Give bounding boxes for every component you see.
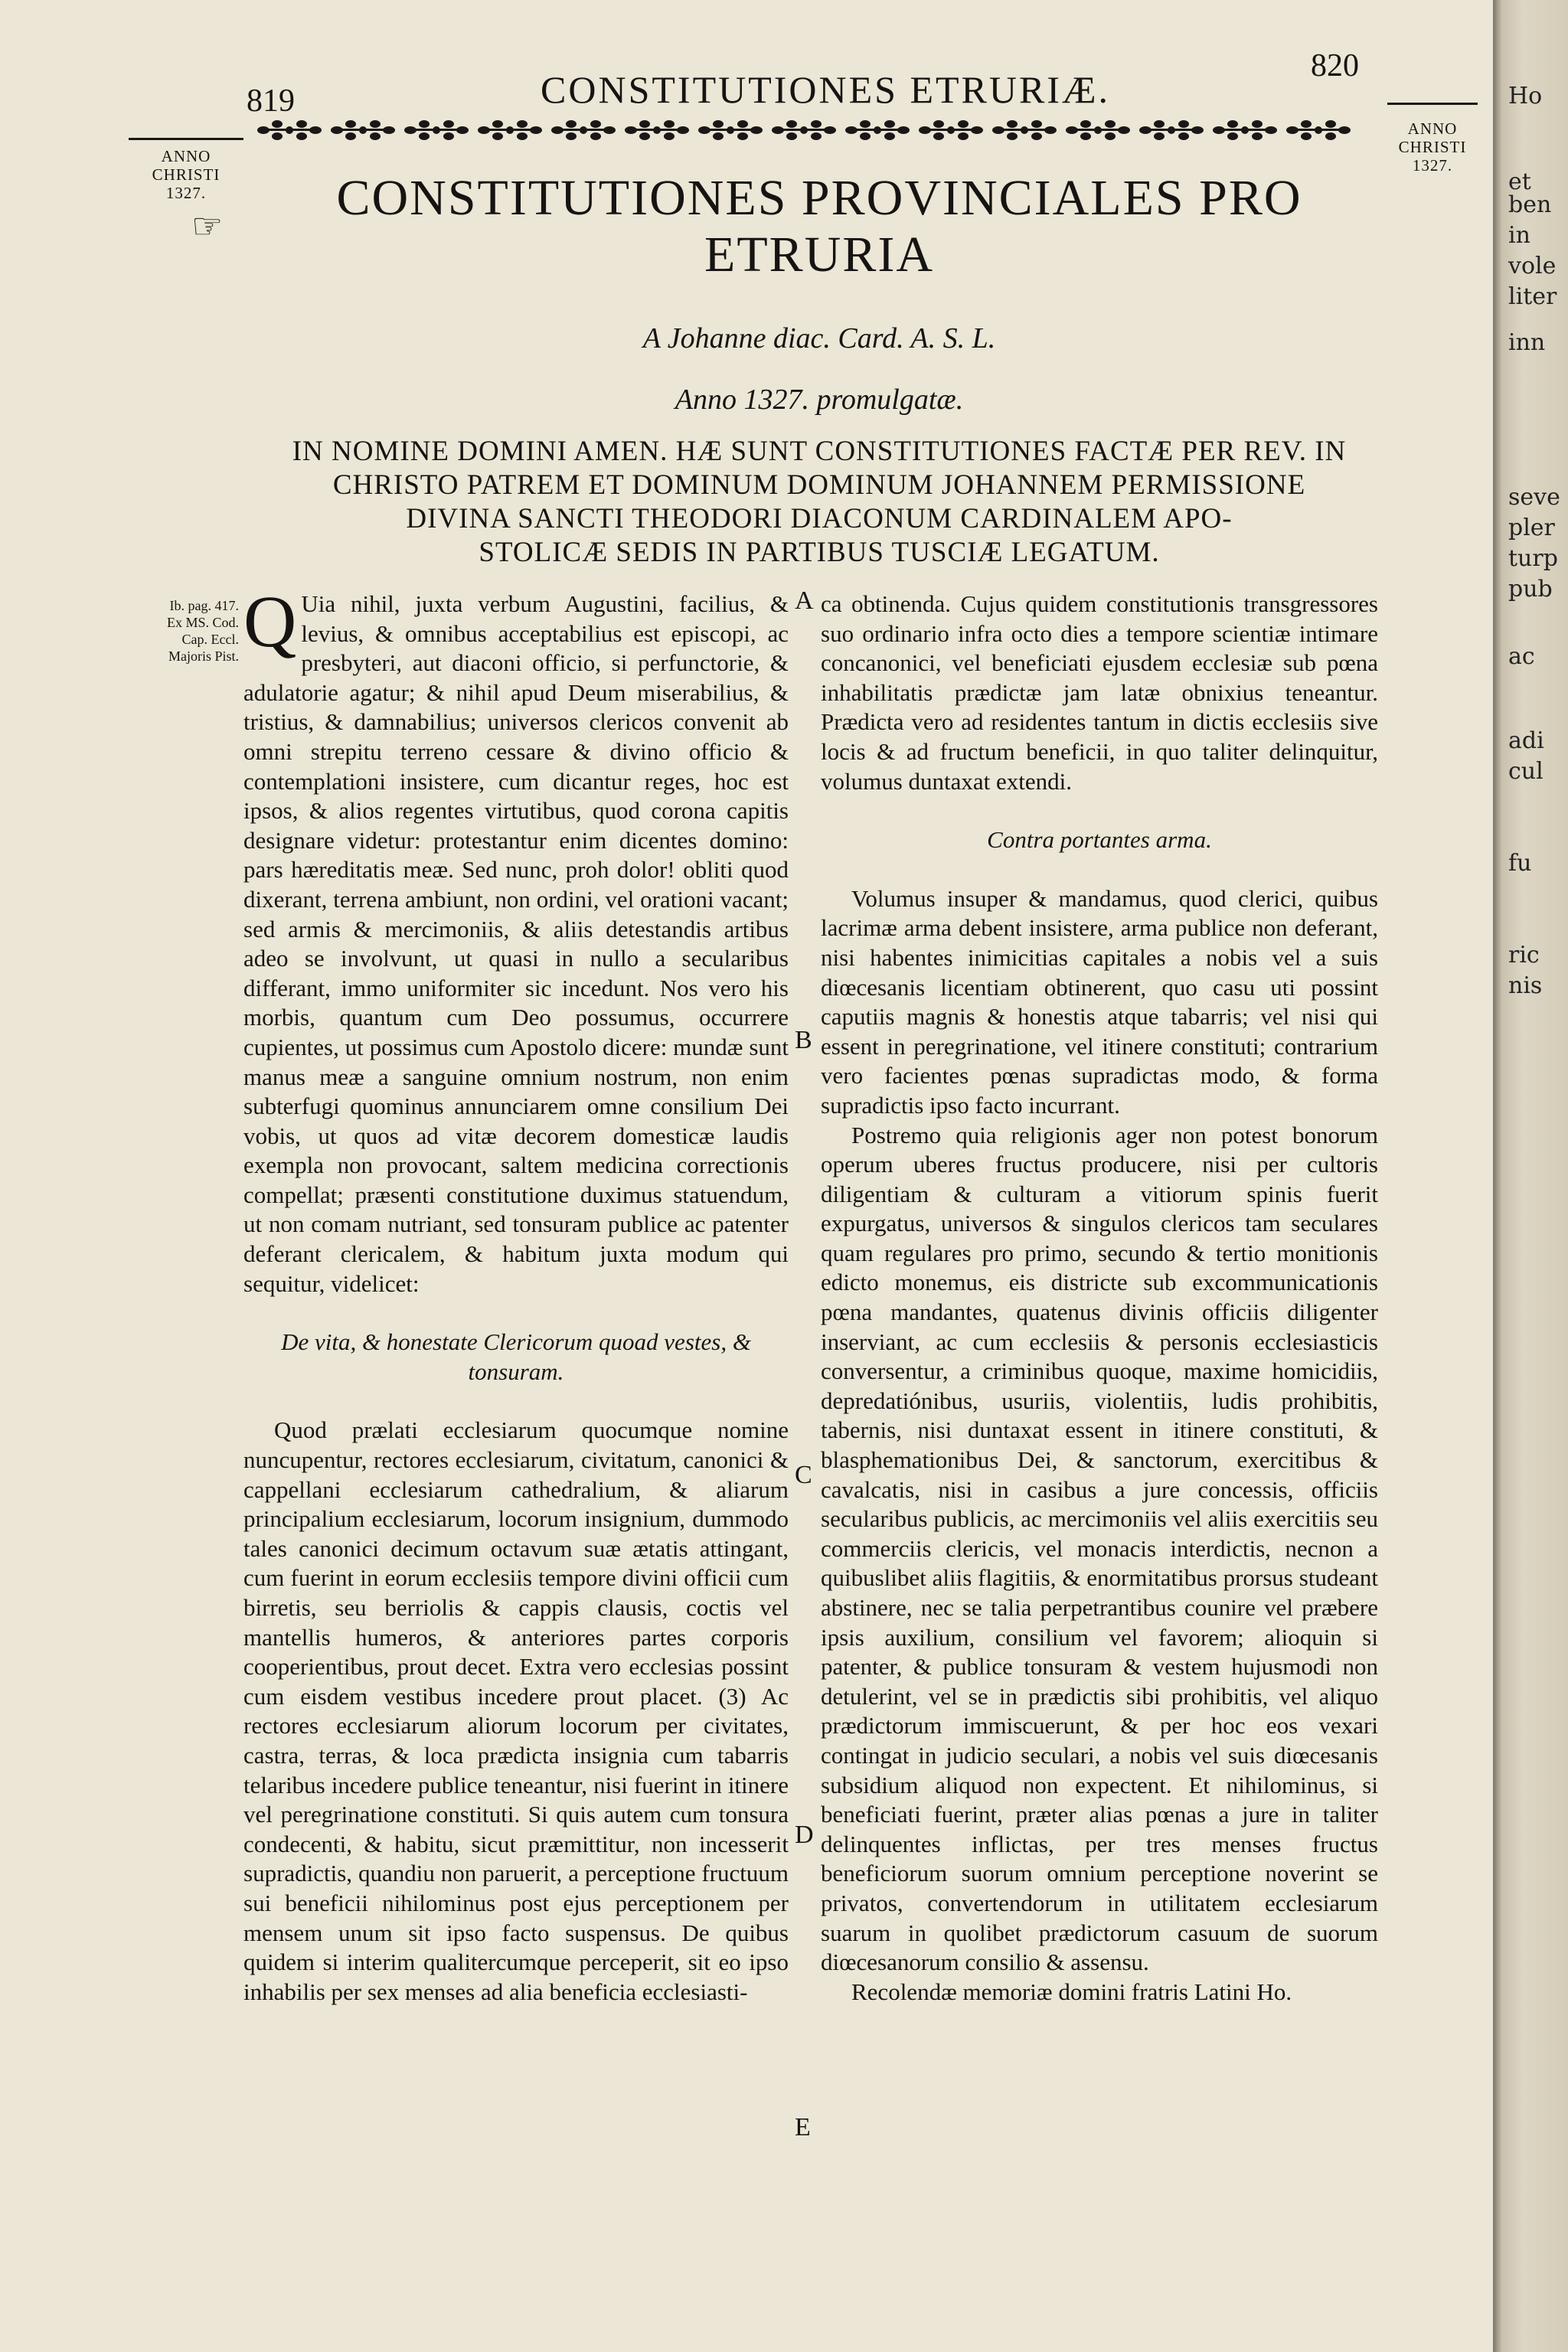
adjacent-page-fragment: pub (1508, 576, 1553, 603)
section-heading: Contra portantes arma. (987, 826, 1212, 854)
side-note-line: Ib. pag. 417. (169, 598, 239, 613)
adjacent-page-edge (1493, 0, 1568, 2352)
adjacent-page-fragment: cul (1508, 758, 1544, 785)
section-heading: De vita, & honestate Clericorum quoad vestes, & tonsuram. (281, 1328, 751, 1385)
paragraph-text: Uia nihil, juxta verbum Augustini, facilius, & levius, & omnibus acceptabilius est episcopi, ac presbyteri, aut diaconi officio, si perfunctorie, & adulatorie agatur; & nihil apud Deum miserabilius, & tristius, & damnabilius; universos clericos convenit ab omni strepitu terreno cessare & divino officio & contemplationi insistere, cum dicantur reges, hoc est ipsos, & alios regentes virtutibus, quod corona capitis designare videtur: protestantur enim dicentes domino: pars hæreditatis meæ. Sed nunc, proh dolor! obliti quod dixerant, terrena ambiunt, non ordini, vel orationi vacant; sed armis & mercimoniis, & aliis detestandis artibus adeo se involvunt, ut quasi in nullo a secularibus differant, immo uniformiter sic incedunt. Nos vero his morbis, quantum cum Deo possumus, occurrere cupientes, ut possimus cum Apostolo dicere: mundæ sunt manus meæ a sanguine omnium nostrum, non enim subterfugi quominus annunciarem omne consilium Dei vobis, ut quos ad vitæ decorem domesticæ laudis exempla non provocant, saltem medicina correctionis compellat; præsenti constitutione duximus statuendum, ut non comam nutriant, sed tonsuram publice ac patenter deferant clericalem, & habitum juxta modum qui sequitur, videlicet: (243, 590, 789, 1297)
margin-letter: D (795, 1821, 814, 1849)
side-note-line: Cap. Eccl. (181, 632, 239, 647)
year-note-line: ANNO (161, 147, 211, 165)
margin-letter: C (795, 1461, 812, 1489)
invocation (253, 435, 1386, 570)
year-note-line: CHRISTI (152, 165, 220, 184)
title-line: ETRURIA (704, 227, 934, 283)
adjacent-page-fragment: nis (1508, 972, 1543, 999)
year-note-left-rule (129, 138, 243, 140)
paragraph: Quod prælati ecclesiarum quocumque nomine nuncupentur, rectores ecclesiarum, civitatum, canonici & cappellani ecclesiarum cathedralium, & aliarum principalium ecclesiarum, locorum insignium, dummodo tales canonici decimum octavum suæ ætatis attingant, cum fuerint in eorum ecclesiis tempore divini officii cum birretis, seu berriolis & cappis clausis, coctis vel mantellis humeros, & anteriores partes corporis cooperientibus, prout decet. Extra vero ecclesias possint cum eisdem vestibus incedere prout placet. (3) Ac rectores ecclesiarum aliorum locorum per civitates, castra, terras, & loca prædicta insignia cum tabarris telaribus incedere publice teneantur, nisi fuerint in itinere vel peregrinatione constituti. Si quis autem cum tonsura condecenti, & habitu, sicut præmittitur, non incesserit supradictis, quandiu non paruerit, a perceptione fructuum sui beneficii nihilominus post ejus perceptionem per mensem unum sit ipso facto suspensus. De quibus quidem si interim qualitercumque perceperit, sit eo ipso inhabilis per sex menses ad alia beneficia ecclesiasti- (243, 1416, 789, 2005)
adjacent-page-fragment: fu (1508, 850, 1532, 877)
invocation-line: DIVINA SANCTI THEODORI DIACONUM CARDINALEM APO- (406, 503, 1233, 534)
page-title (253, 170, 1386, 283)
title-line: CONSTITUTIONES PROVINCIALES PRO (336, 170, 1302, 226)
author-line: A Johanne diac. Card. A. S. L. (642, 322, 996, 354)
adjacent-page-fragment: ac (1508, 643, 1535, 670)
paragraph: Recolendæ memoriæ domini fratris Latini Ho. (851, 1978, 1292, 2005)
paragraph: Postremo quia religionis ager non potest bonorum operum uberes fructus producere, nisi per cultoris diligentiam & culturam a vitiorum spinis fuerit expurgatus, universos & singulos clericos tam seculares quam regulares pro primo, secundo & tertio monitionis edicto monemus, eis districte sub excommunicationis pœna mandantes, quatenus divinis officiis diligenter inserviant, ac cum ecclesiis & personis ecclesiasticis conversentur, a criminibus quoque, maxime homicidiis, depredatiónibus, usuriis, violentiis, ludis prohibitis, tabernis, nisi duntaxat essent in itinere constituti, & blasphemationibus Dei, & sanctorum, exercitibus & cavalcatis, nisi in casibus a jure concessis, officiis secularibus publicis, ac mercimoniis vel aliis exercitiis seu commerciis clericis, vel monacis interdictis, necnon a quibuslibet aliis flagitiis, & enormitatibus prorsus studeant abstinere, nec se talia perpetrantibus counire vel præbere ipsis auxilium, consilium vel favorem; alioquin si patenter, & publice tonsuram & vestem hujusmodi non detulerint, vel se in prædictis sibi prohibitis, vel aliquo prædictorum immiscuerunt, & per hoc eos vexari contingat in judicio seculari, a nobis vel suis diœcesanis subsidium aliquod non expectent. Et nihilominus, si beneficiati fuerint, præter alias pœnas a jure in taliter delinquentes inflictas, per tres menses fructus beneficiorum suorum omnium perceptione noverint se privatos, convertendorum in utilitatem ecclesiarum suarum in quolibet prædictorum casuum de suorum diœcesanorum consilio & assensu. (821, 1121, 1378, 1976)
date-line: Anno 1327. promulgatæ. (675, 384, 964, 416)
adjacent-page-fragment: Ho (1508, 83, 1543, 109)
running-title: CONSTITUTIONES ETRURIÆ. (541, 68, 1110, 111)
left-column (243, 580, 789, 2007)
year-note-line: 1327. (165, 184, 207, 202)
right-column (821, 590, 1378, 2007)
adjacent-page-fragment: seve (1508, 484, 1560, 511)
margin-letter: B (795, 1026, 812, 1054)
pointing-hand-icon: ☞ (191, 205, 224, 247)
adjacent-page-fragment: vole (1508, 253, 1557, 279)
adjacent-page-fragment: turp (1508, 545, 1558, 572)
margin-letter: E (795, 2113, 811, 2141)
paragraph (243, 580, 789, 1298)
adjacent-page-fragment: ben (1508, 191, 1552, 218)
drop-cap: Q (243, 580, 297, 662)
year-note-right (1387, 119, 1478, 175)
right-page-number: 820 (1311, 48, 1359, 83)
adjacent-page-fragment: pler (1508, 514, 1555, 541)
paragraph: ca obtinenda. Cujus quidem constitutionis transgressores suo ordinario infra octo dies a tempore scientiæ intimare concanonici, vel beneficiati ejusdem ecclesiæ sub pœna inhabilitatis prædictæ jam latæ obnixius teneantur. Prædicta vero ad residentes tantum in dictis ecclesiis sive locis & ad fructum beneficii, in quo taliter delinquitur, volumus duntaxat extendi. (821, 590, 1378, 795)
adjacent-page-fragment: ric (1508, 942, 1540, 969)
invocation-line: IN NOMINE DOMINI AMEN. HÆ SUNT CONSTITUTIONES FACTÆ PER REV. IN (292, 436, 1347, 467)
year-note-left (129, 147, 243, 202)
left-page-number: 819 (247, 83, 295, 119)
adjacent-page-fragment: inn (1508, 329, 1546, 356)
adjacent-page-fragment: adi (1508, 727, 1544, 754)
side-note-line: Ex MS. Cod. (166, 615, 239, 630)
year-note-line: CHRISTI (1398, 138, 1467, 156)
year-note-right-rule (1387, 103, 1478, 105)
side-note (124, 597, 239, 665)
floral-ornament-band (253, 113, 1386, 147)
year-note-line: ANNO (1407, 119, 1458, 138)
side-note-line: Majoris Pist. (168, 648, 239, 664)
adjacent-page-fragment: liter (1508, 283, 1557, 310)
adjacent-page-fragment: in (1508, 222, 1530, 249)
margin-letter: A (795, 586, 814, 615)
invocation-line: CHRISTO PATREM ET DOMINUM DOMINUM JOHANNEM PERMISSIONE (332, 469, 1306, 501)
paragraph: Volumus insuper & mandamus, quod clerici, quibus lacrimæ arma debent insistere, arma publice non deferant, nisi habentes inimicitias capitales a nobis vel a suis diœcesanis licentiam obtinerent, quo casu uti possint caputiis magnis & honestis atque tabarris; vel nisi qui essent in peregrinatione, vel itinere constituti; contrarium vero facientes pœnas supradictas modo, & forma supradictis ipso facto incurrant. (821, 884, 1378, 1119)
invocation-line: STOLICÆ SEDIS IN PARTIBUS TUSCIÆ LEGATUM. (479, 537, 1160, 568)
adjacent-page-fragment: et (1508, 168, 1531, 195)
year-note-line: 1327. (1412, 156, 1453, 175)
